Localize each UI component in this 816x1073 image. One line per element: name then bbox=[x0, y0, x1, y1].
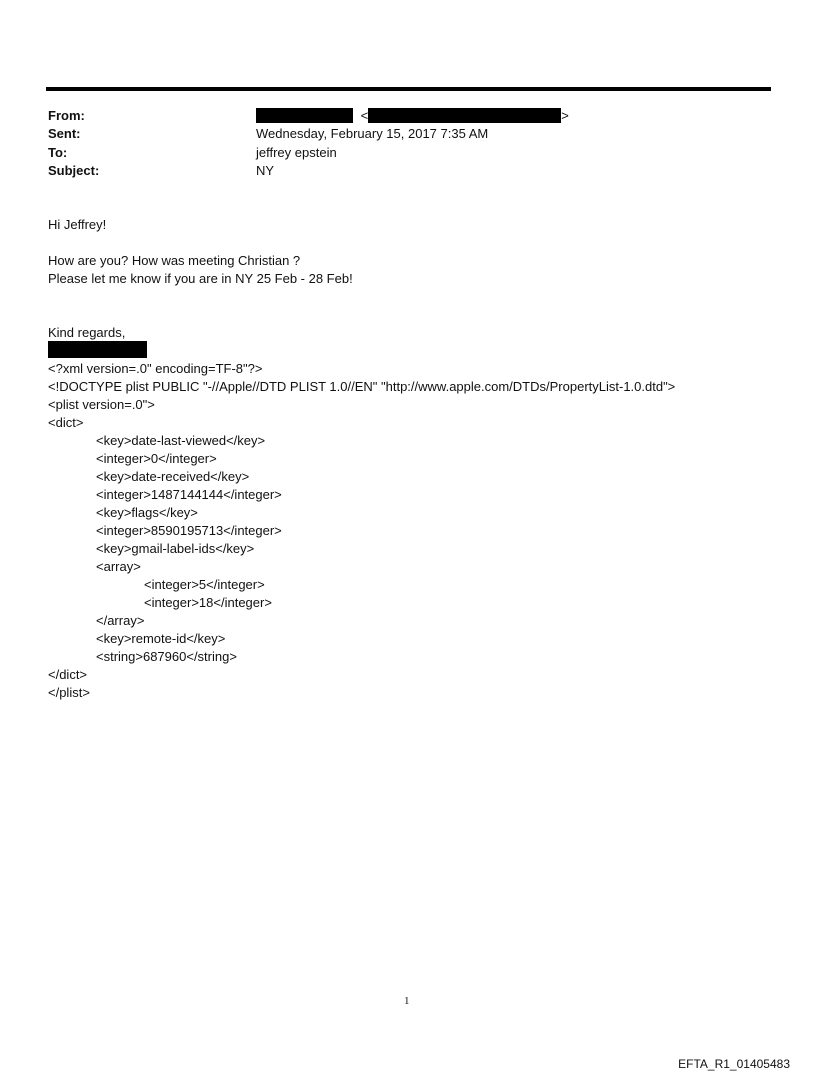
plist-line: <!DOCTYPE plist PUBLIC "-//Apple//DTD PLIST 1.0//EN" "http://www.apple.com/DTDs/PropertyList-1.0.dtd"> bbox=[48, 379, 676, 394]
plist-line: </array> bbox=[96, 613, 145, 628]
plist-line: <key>date-received</key> bbox=[96, 469, 250, 484]
plist-line: <integer>0</integer> bbox=[96, 451, 217, 466]
plist-line: <key>flags</key> bbox=[96, 505, 198, 520]
greeting: Hi Jeffrey! bbox=[48, 217, 107, 232]
plist-line: <string>687960</string> bbox=[96, 649, 237, 664]
bates-number: EFTA_R1_01405483 bbox=[678, 1057, 790, 1071]
to-value: jeffrey epstein bbox=[256, 145, 337, 160]
plist-line: <key>date-last-viewed</key> bbox=[96, 433, 266, 448]
sent-label: Sent: bbox=[48, 126, 81, 141]
header-rule bbox=[46, 87, 771, 91]
plist-line: <integer>8590195713</integer> bbox=[96, 523, 282, 538]
body-line-2: Please let me know if you are in NY 25 Feb - 28 Feb! bbox=[48, 271, 353, 286]
plist-line: <dict> bbox=[48, 415, 84, 430]
subject-label: Subject: bbox=[48, 163, 100, 178]
plist-line: <key>gmail-label-ids</key> bbox=[96, 541, 255, 556]
plist-line: <plist version=.0"> bbox=[48, 397, 155, 412]
page-number: 1 bbox=[404, 995, 410, 1007]
redacted-sender-name bbox=[256, 108, 353, 123]
body-line-1: How are you? How was meeting Christian ? bbox=[48, 253, 301, 268]
redacted-signature bbox=[48, 341, 147, 358]
plist-line: </dict> bbox=[48, 667, 88, 682]
sent-value: Wednesday, February 15, 2017 7:35 AM bbox=[256, 126, 489, 141]
from-lt: < bbox=[360, 108, 369, 123]
plist-line: <integer>1487144144</integer> bbox=[96, 487, 282, 502]
plist-line: </plist> bbox=[48, 685, 90, 700]
closing: Kind regards, bbox=[48, 325, 126, 340]
subject-value: NY bbox=[256, 163, 275, 178]
plist-line: <integer>18</integer> bbox=[144, 595, 272, 610]
from-value bbox=[256, 108, 569, 123]
plist-line: <integer>5</integer> bbox=[144, 577, 265, 592]
plist-line: <array> bbox=[96, 559, 141, 574]
plist-line: <key>remote-id</key> bbox=[96, 631, 226, 646]
redacted-sender-email bbox=[368, 108, 561, 123]
from-label: From: bbox=[48, 108, 85, 123]
to-label: To: bbox=[48, 145, 68, 160]
plist-line: <?xml version=.0" encoding=TF-8"?> bbox=[48, 361, 263, 376]
from-gt: > bbox=[561, 108, 569, 123]
